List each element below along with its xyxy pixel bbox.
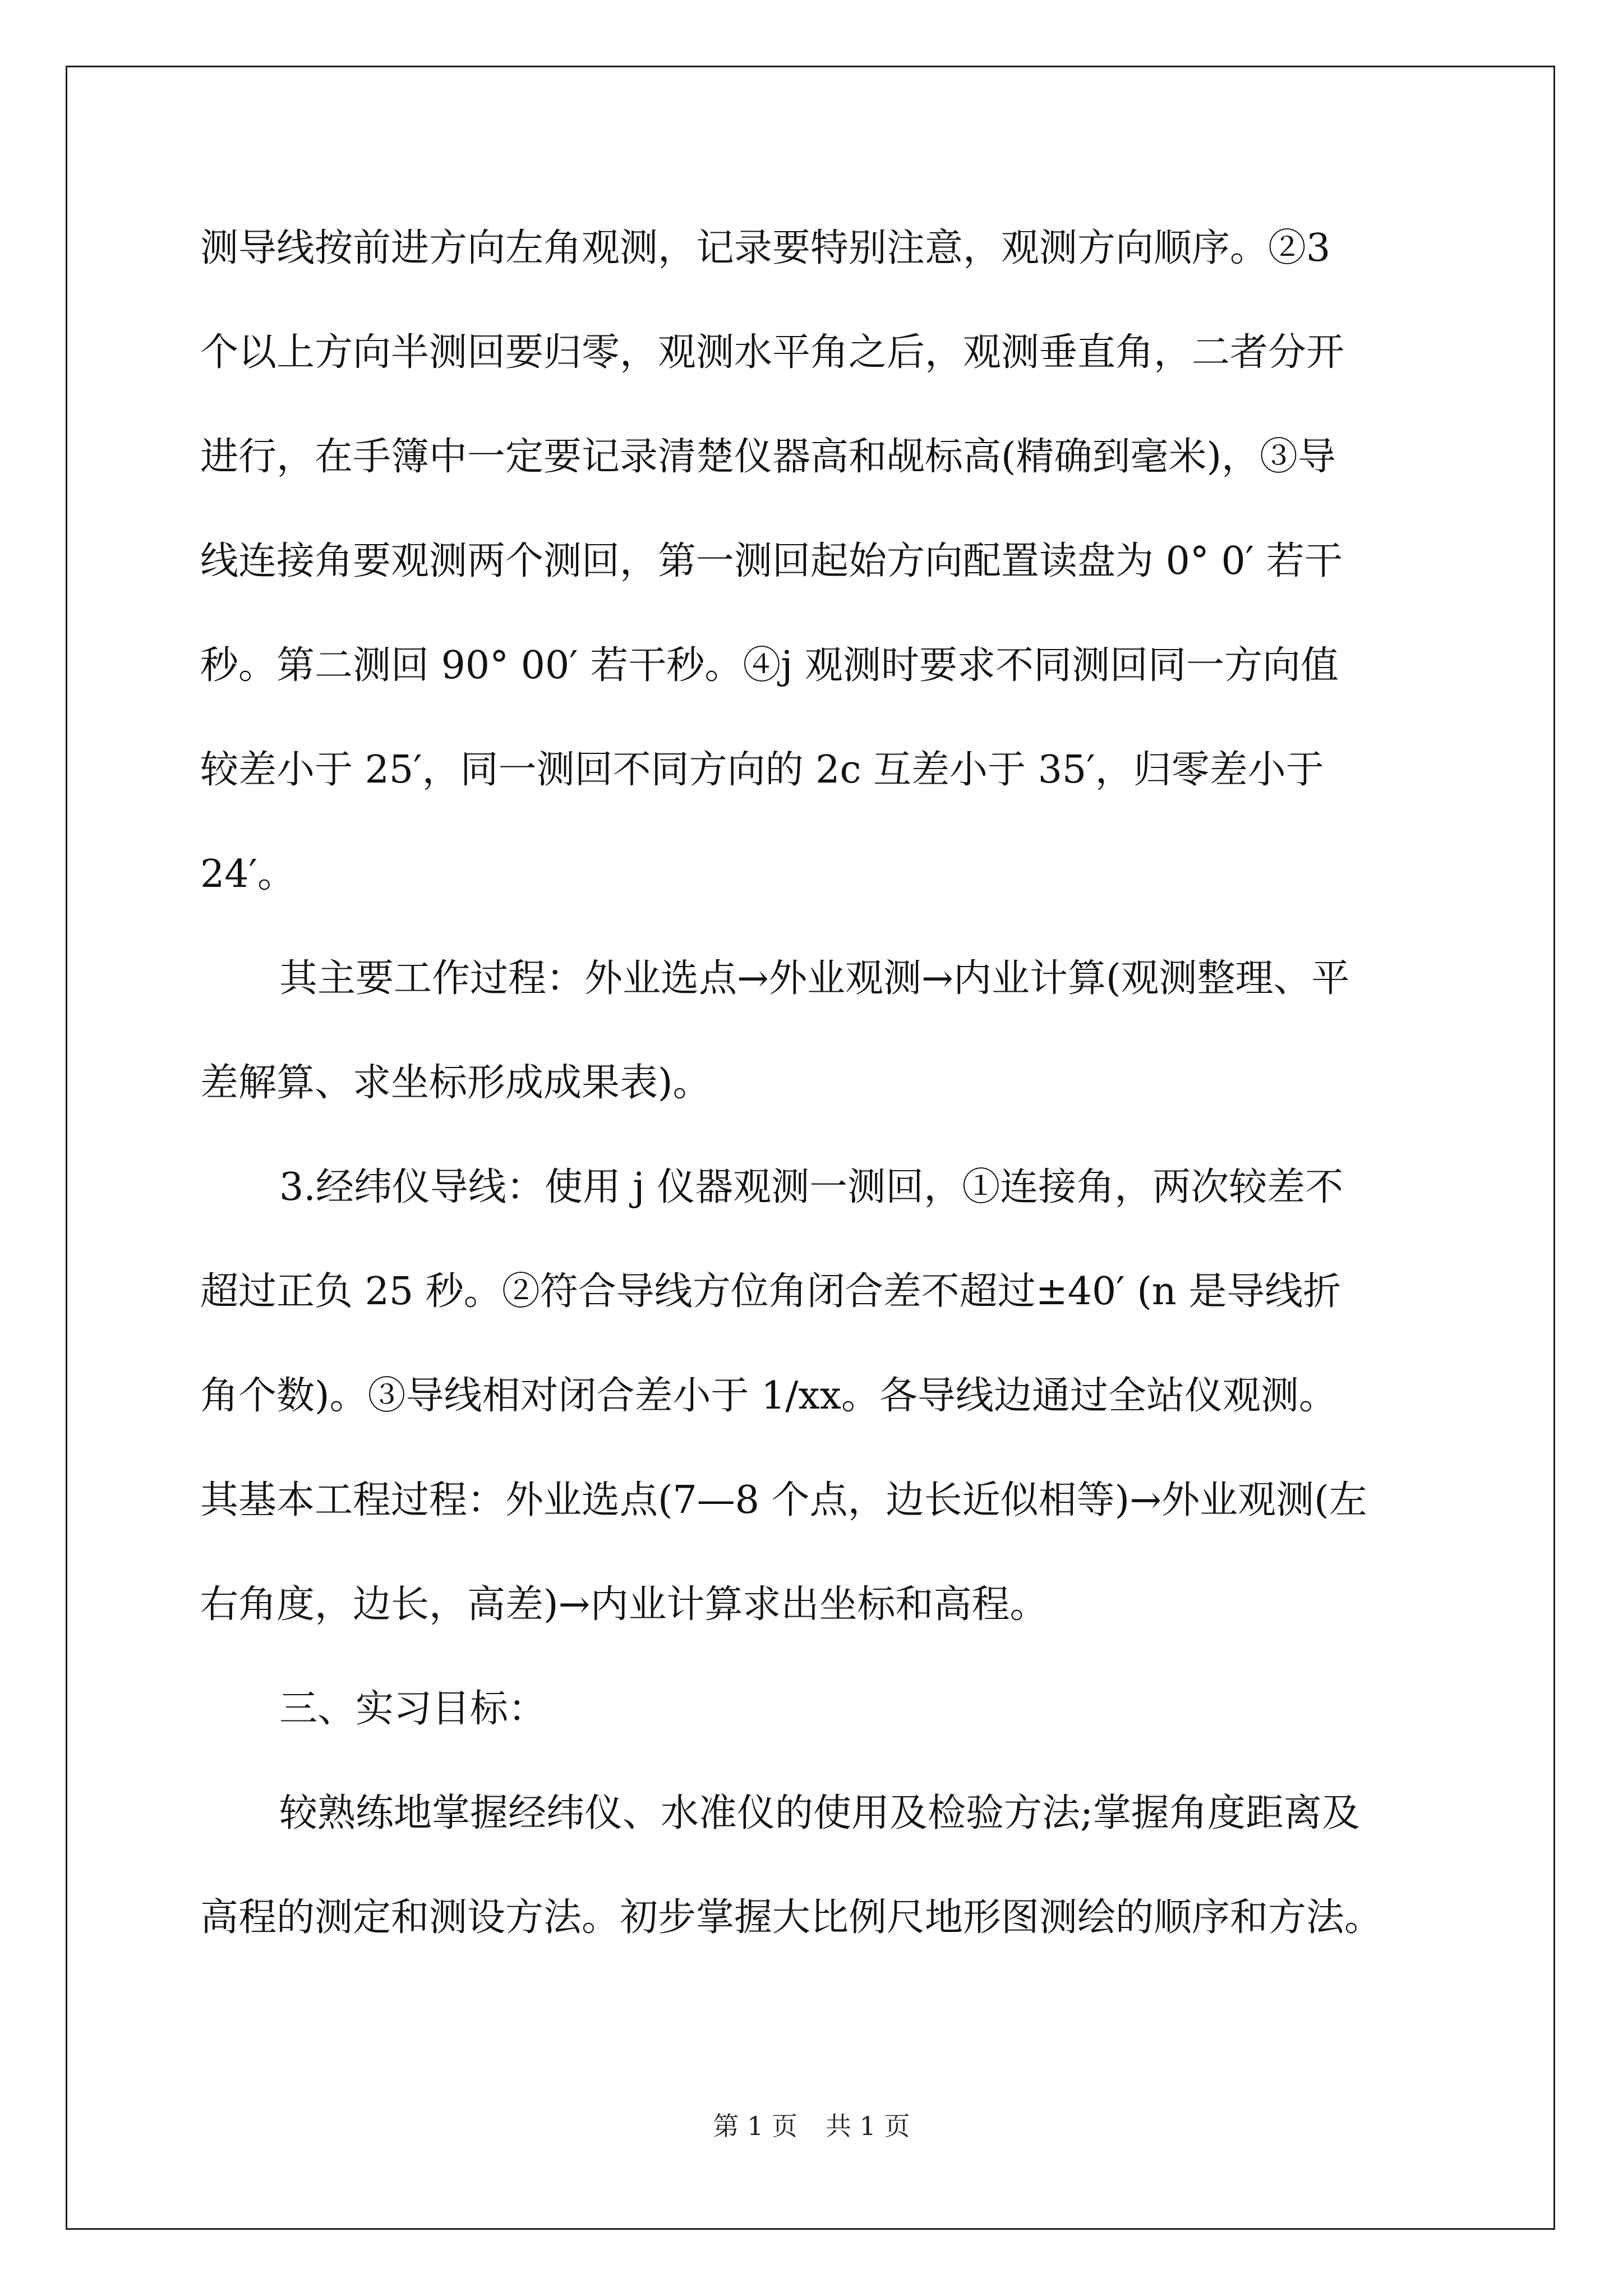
text-line-6: 较差小于 25′，同一测回不同方向的 2c 互差小于 35′，归零差小于 [200,748,1324,792]
text-line-1: 测导线按前进方向左角观测，记录要特别注意，观测方向顺序。②3 [200,226,1331,270]
text-line-14: 右角度，边长，高差)→内业计算求出坐标和高程。 [200,1582,1048,1627]
text-line-13: 其基本工程过程：外业选点(7—8 个点，边长近似相等)→外业观测(左 [200,1478,1367,1522]
text-line-2: 个以上方向半测回要归零，观测水平角之后，观测垂直角，二者分开 [200,330,1345,375]
section-heading: 三、实习目标： [279,1687,547,1731]
text-line-12: 角个数)。③导线相对闭合差小于 1/xx。各导线边通过全站仪观测。 [200,1374,1338,1418]
text-line-5: 秒。第二测回 90° 00′ 若干秒。④j 观测时要求不同测回同一方向值 [200,643,1339,688]
text-line-3: 进行，在手簿中一定要记录清楚仪器高和觇标高(精确到毫米)，③导 [200,435,1336,479]
page-count: 共 1 页 [826,2111,910,2141]
text-line-7: 24′。 [200,852,296,896]
document-body [200,218,1423,1991]
text-line-16: 较熟练地掌握经纬仪、水准仪的使用及检验方法;掌握角度距离及 [279,1791,1360,1835]
text-line-17: 高程的测定和测设方法。初步掌握大比例尺地形图测绘的顺序和方法。 [200,1895,1383,1940]
text-line-8: 其主要工作过程：外业选点→外业观测→内业计算(观测整理、平 [279,956,1350,1001]
page-number: 第 1 页 [713,2111,797,2141]
page-footer [0,2109,1623,2143]
text-line-9: 差解算、求坐标形成成果表)。 [200,1061,711,1105]
text-line-10: 3.经纬仪导线：使用 j 仪器观测一测回，①连接角，两次较差不 [279,1165,1344,1209]
text-line-11: 超过正负 25 秒。②符合导线方位角闭合差不超过±40′ (n 是导线折 [200,1269,1341,1314]
text-line-4: 线连接角要观测两个测回，第一测回起始方向配置读盘为 0° 0′ 若干 [200,539,1343,583]
